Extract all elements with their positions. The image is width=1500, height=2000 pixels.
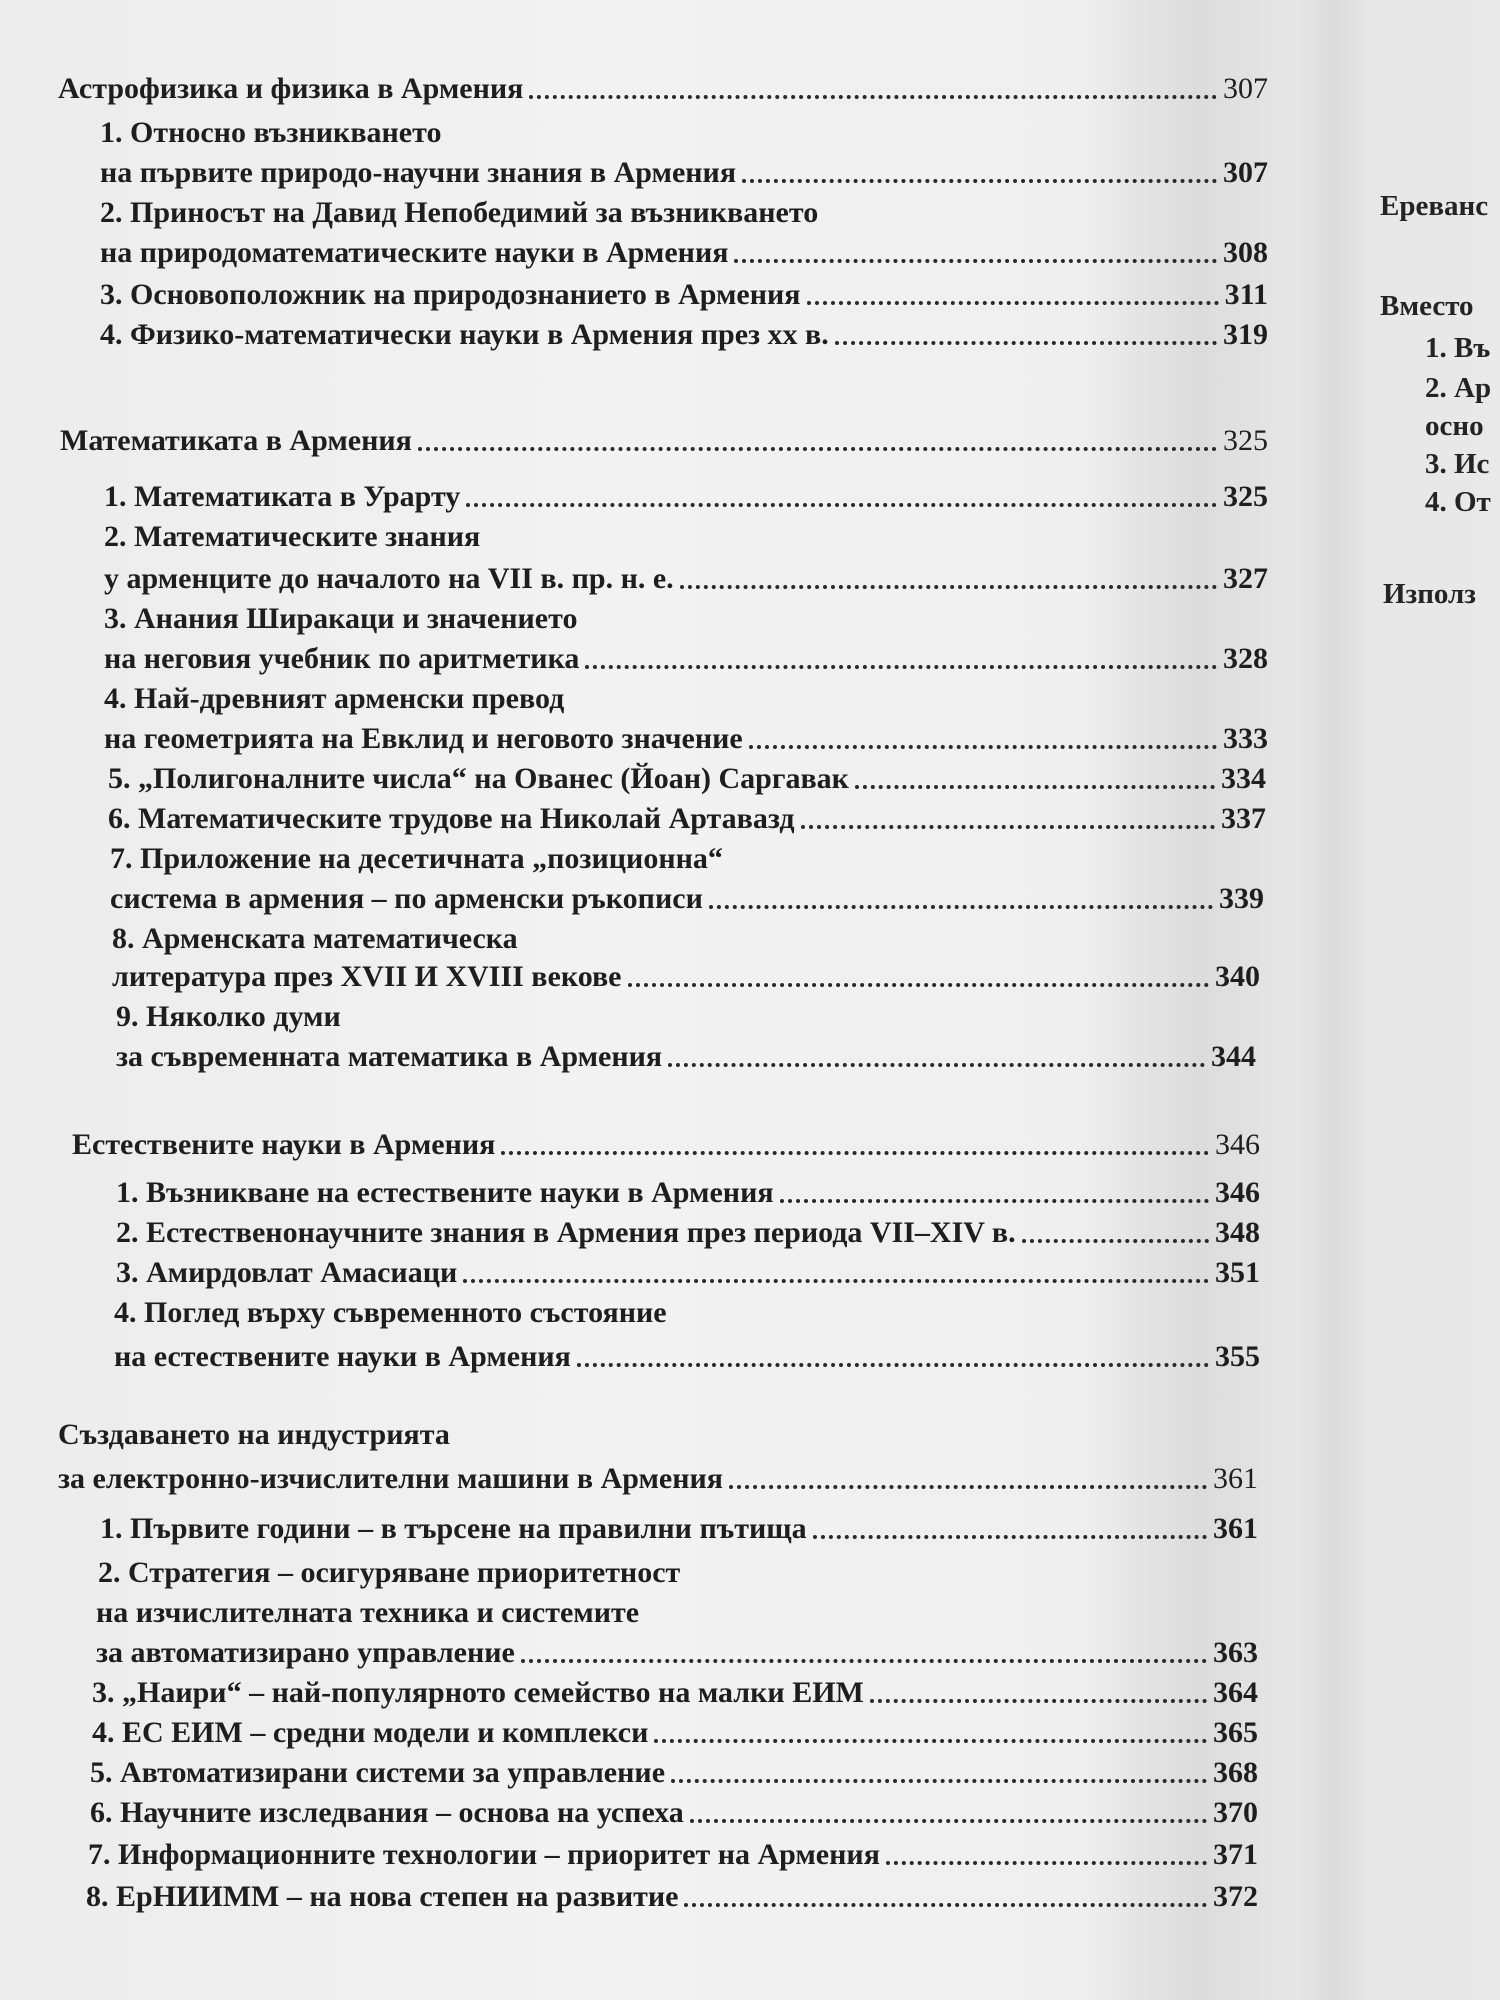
leader-dots [529,94,1217,99]
leader-dots [668,1062,1205,1067]
leader-dots [807,300,1219,305]
toc-entry: 4. Физико-математически науки в Армения през xx в. 319 [100,318,1268,351]
section-title: Астрофизика и физика в Армения [58,72,524,105]
toc-entry: 3. Амирдовлат Амасиаци 351 [116,1256,1260,1289]
toc-entry: за съвременната математика в Армения 344 [116,1040,1256,1073]
page-number: 365 [1213,1716,1258,1749]
toc-entry-text: 3. Анания Ширакаци и значението [104,602,578,635]
toc-entry: 1. Първите години – в търсене на правилни пътища 361 [100,1512,1258,1545]
leader-dots [734,258,1217,263]
section-heading [58,66,1268,106]
leader-dots [801,824,1215,829]
toc-entry-text: 8. Арменската математическа [112,922,518,955]
toc-entry-text: 2. Стратегия – осигуряване приоритетност [98,1556,681,1589]
page-number: 364 [1213,1676,1258,1709]
page-fold [1300,0,1370,2000]
leader-dots [709,904,1213,909]
facing-page-fragment: 4. От [1425,486,1491,518]
facing-page-fragment: Ереванс [1380,190,1489,222]
toc-entry: на естествените науки в Армения 355 [114,1340,1260,1373]
toc-entry: система в армения – по арменски ръкописи 339 [110,882,1264,915]
toc-entry-text: на изчислителната техника и системите [96,1596,640,1629]
toc-entry: 1. Възникване на естествените науки в Армения 346 [116,1176,1260,1209]
toc-entry: на неговия учебник по аритметика 328 [104,642,1268,675]
page-number: 346 [1215,1176,1260,1209]
toc-entry-text: 2. Математическите знания [104,520,481,553]
leader-dots [684,1902,1207,1907]
toc-entry-text: 1. Относно възникването [100,116,442,149]
toc-entry: за автоматизирано управление 363 [96,1636,1258,1669]
toc-entry: на геометрията на Евклид и неговото значение 333 [104,722,1268,755]
section-heading [60,418,1268,458]
toc-entry: литература през XVII И XVIII векове 340 [112,960,1260,993]
toc-entry: 2. Естественонаучните знания в Армения през периода VII–XIV в. 348 [116,1216,1260,1249]
toc-entry: 5. Автоматизирани системи за управление 368 [90,1756,1258,1789]
leader-dots [521,1658,1207,1663]
leader-dots [577,1362,1209,1367]
page-number: 344 [1211,1040,1256,1073]
section-title: Естествените науки в Армения [72,1128,496,1161]
toc-entry: на природоматематическите науки в Армения 308 [100,236,1268,269]
leader-dots [671,1778,1207,1783]
toc-entry-text: 9. Няколко думи [116,1000,341,1033]
facing-page-fragment: 2. Ар [1425,372,1492,404]
facing-page-fragment: Вместо [1380,290,1474,322]
page-number: 372 [1213,1880,1258,1913]
toc-entry: у арменците до началото на VII в. пр. н. е. 327 [104,562,1268,595]
leader-dots [501,1150,1209,1155]
page-number: 307 [1223,156,1268,189]
toc-entry: 1. Математиката в Урарту 325 [104,480,1268,513]
leader-dots [463,1278,1209,1283]
leader-dots [418,446,1217,451]
section-heading [72,1122,1260,1162]
page-number: 363 [1213,1636,1258,1669]
page-number: 308 [1223,236,1268,269]
section-heading-text [58,1412,1058,1452]
page-number: 325 [1223,480,1268,513]
page-number: 319 [1223,318,1268,351]
leader-dots [749,744,1217,749]
facing-page-fragment: Използ [1383,578,1476,610]
leader-dots [742,178,1217,183]
leader-dots [585,664,1217,669]
page-number: 361 [1213,1462,1258,1495]
leader-dots [466,502,1217,507]
toc-entry: на първите природо-научни знания в Армения 307 [100,156,1268,189]
section-title: Математиката в Армения [60,424,412,457]
toc-entry: 3. „Наири“ – най-популярното семейство на малки ЕИМ 364 [92,1676,1258,1709]
toc-entry: 4. ЕС ЕИМ – средни модели и комплекси 365 [92,1716,1258,1749]
leader-dots [680,584,1217,589]
leader-dots [870,1698,1207,1703]
page-number: 368 [1213,1756,1258,1789]
section-title: Създаването на индустрията [58,1418,450,1451]
toc-entry: 3. Основоположник на природознанието в Армения 311 [100,278,1268,311]
facing-page-fragment: 3. Ис [1425,448,1490,480]
toc-entry: 6. Научните изследвания – основа на успеха 370 [90,1796,1258,1829]
leader-dots [886,1860,1207,1865]
leader-dots [855,784,1215,789]
leader-dots [729,1484,1207,1489]
page-number: 355 [1215,1340,1260,1373]
toc-entry-text: 4. Поглед върху съвременното състояние [114,1296,667,1329]
toc-entry: 7. Информационните технологии – приоритет на Армения 371 [88,1838,1258,1871]
page-number: 340 [1215,960,1260,993]
page-number: 333 [1223,722,1268,755]
leader-dots [835,340,1217,345]
toc-entry: 6. Математическите трудове на Николай Артавазд 337 [108,802,1266,835]
page-number: 334 [1221,762,1266,795]
page-number: 327 [1223,562,1268,595]
toc-entry-text: 7. Приложение на десетичната „позиционна“ [110,842,723,875]
page-number: 371 [1213,1838,1258,1871]
page-number: 339 [1219,882,1264,915]
page-number: 311 [1224,278,1268,311]
page-number: 307 [1223,72,1268,105]
leader-dots [1022,1238,1209,1243]
page-number: 337 [1221,802,1266,835]
section-title: за електронно-изчислителни машини в Армения [58,1462,724,1495]
page-number: 370 [1213,1796,1258,1829]
leader-dots [780,1198,1209,1203]
toc-entry-text: 2. Приносът на Давид Непобедимий за възникването [100,196,819,229]
page-number: 346 [1215,1128,1260,1161]
toc-entry-text: 4. Най-древният арменски превод [104,682,565,715]
page-number: 325 [1223,424,1268,457]
page-number: 348 [1215,1216,1260,1249]
toc-entry: 8. ЕрНИИММ – на нова степен на развитие 372 [86,1880,1258,1913]
leader-dots [813,1534,1207,1539]
page-number: 328 [1223,642,1268,675]
toc-entry: 5. „Полигоналните числа“ на Ованес (Йоан) Саргавак 334 [108,762,1266,795]
facing-page-fragment: осно [1425,410,1484,442]
leader-dots [690,1818,1207,1823]
page-number: 361 [1213,1512,1258,1545]
section-heading [58,1456,1258,1496]
leader-dots [628,982,1210,987]
leader-dots [654,1738,1207,1743]
page-number: 351 [1215,1256,1260,1289]
facing-page-fragment: 1. Въ [1425,332,1491,364]
